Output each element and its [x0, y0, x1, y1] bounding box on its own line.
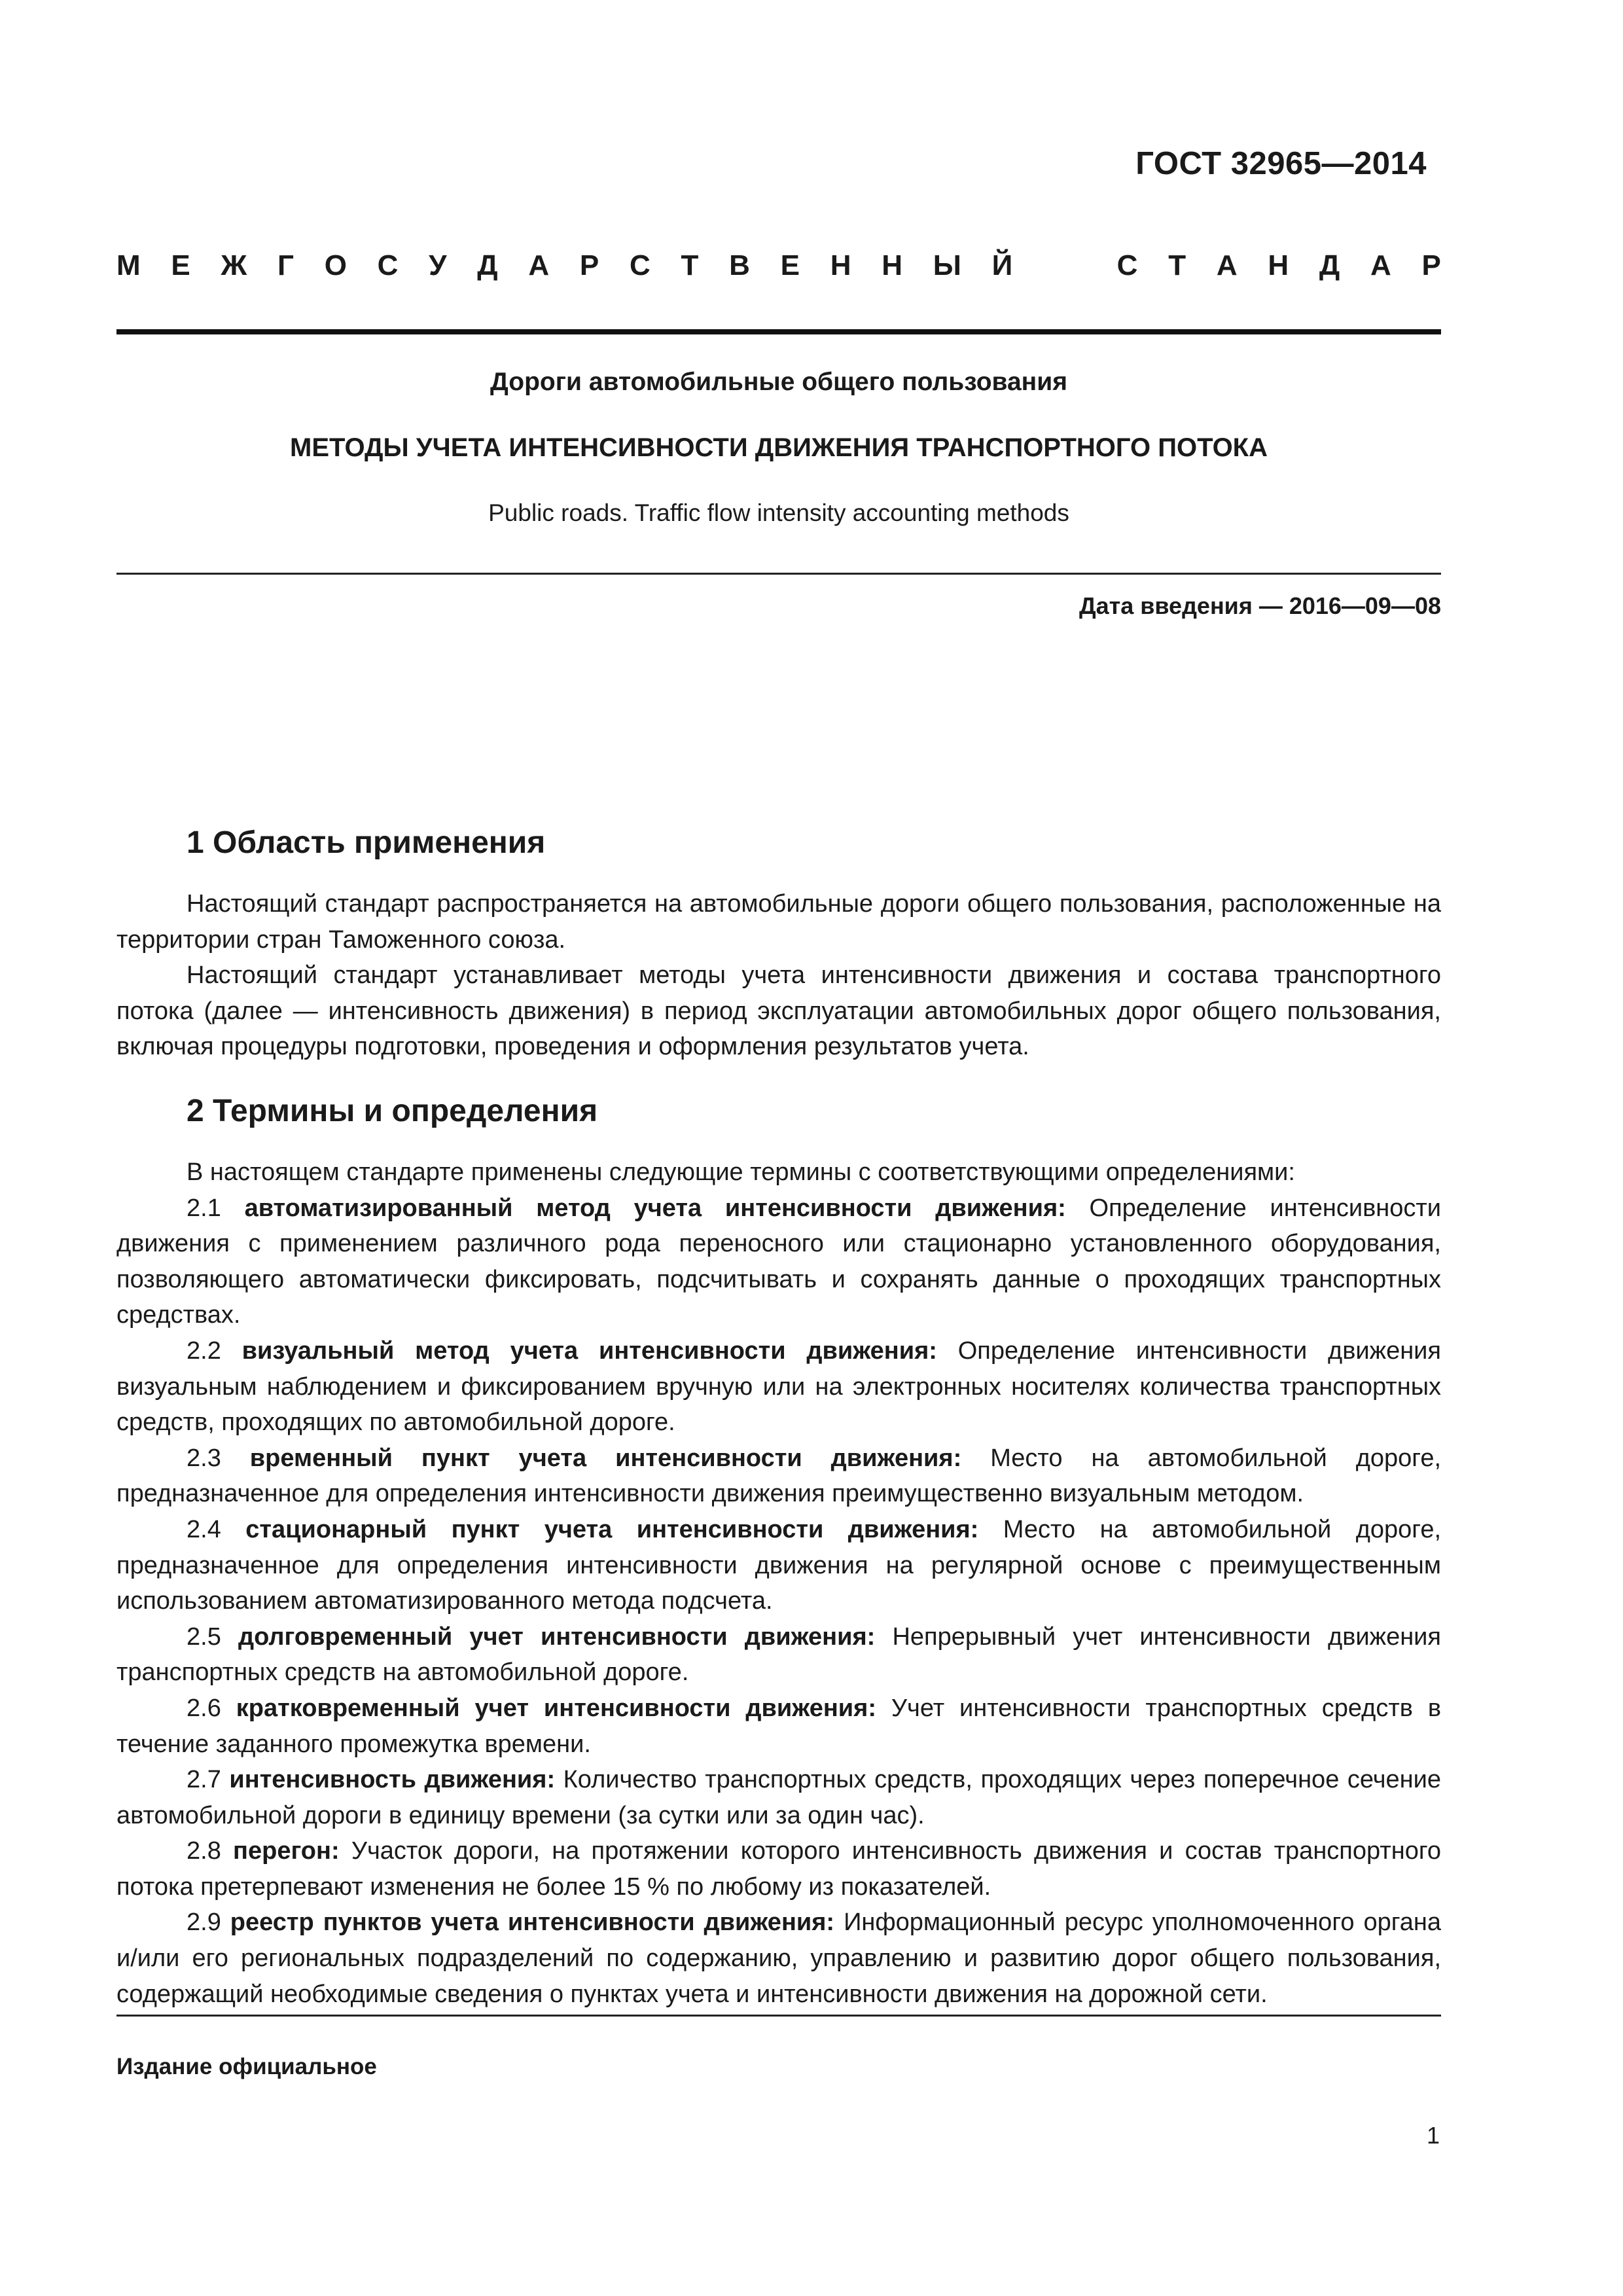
banner-letter: У: [429, 249, 447, 281]
banner-letter: Р: [1421, 249, 1441, 281]
official-edition-label: Издание официальное: [116, 2054, 377, 2079]
term-definition: Место на автомобильной дороге, предназначенное для определения интенсивности движения на регулярной основе с преимущественным использованием автоматизированного метода подсчета.: [116, 1515, 1442, 1615]
banner-letter: М: [116, 249, 141, 281]
term-number: 2.3: [187, 1444, 221, 1472]
banner-letter: А: [1370, 249, 1391, 281]
english-title: Public roads. Traffic flow intensity accounting methods: [488, 499, 1069, 526]
term-entry: [116, 1833, 1441, 1905]
term-definition: Определение интенсивности движения с применением различного рода переносного или стационарно установленного оборудования, позволяющего автоматически фиксировать, подсчитывать и сохранять данные о проходящих транспортных средствах.: [116, 1194, 1442, 1329]
paragraph: Настоящий стандарт устанавливает методы учета интенсивности движения и состава транспортного потока (далее — интенсивность движения) в период эксплуатации автомобильных дорог общего пользования, включая процедуры подготовки, проведения и оформления результатов учета.: [116, 961, 1441, 1061]
term-name: стационарный пункт учета интенсивности движения:: [245, 1515, 979, 1543]
standard-code: ГОСТ 32965—2014: [1135, 146, 1427, 181]
term-name: визуальный метод учета интенсивности движения:: [241, 1336, 937, 1365]
banner-letter: В: [729, 249, 750, 281]
term-entry: [116, 1441, 1441, 1512]
document-title: МЕТОДЫ УЧЕТА ИНТЕНСИВНОСТИ ДВИЖЕНИЯ ТРАНСПОРТНОГО ПОТОКА: [290, 433, 1268, 462]
term-number: 2.7: [187, 1766, 221, 1794]
banner-letter: А: [528, 249, 550, 281]
term-number: 2.6: [187, 1694, 221, 1722]
term-name: интенсивность движения:: [229, 1766, 556, 1794]
banner-letter: Г: [277, 249, 294, 281]
term-entry: [116, 1762, 1441, 1833]
title-divider: [116, 573, 1441, 575]
term-entry: [116, 1512, 1441, 1619]
banner-letter: Й: [991, 249, 1013, 281]
term-definition: Участок дороги, на протяжении которого интенсивность движения и состав транспортного потока претерпевают изменения не более 15 % по любому из показателей.: [116, 1837, 1441, 1901]
banner-letter: А: [1216, 249, 1238, 281]
banner-letter: Р: [579, 249, 599, 281]
banner-letter: Д: [1319, 249, 1340, 281]
term-number: 2.1: [187, 1194, 221, 1222]
term-name: перегон:: [233, 1837, 340, 1865]
banner-letter: Н: [882, 249, 903, 281]
term-definition: Информационный ресурс уполномоченного органа и/или его региональных подразделений по содержанию, управлению и развитию дорог общего пользования, содержащий необходимые сведения о пунктах учета и интенсивности движения на дорожной сети.: [116, 1909, 1441, 2008]
paragraph: В настоящем стандарте применены следующие термины с соответствующими определениями:: [187, 1158, 1295, 1186]
term-number: 2.5: [187, 1623, 221, 1651]
banner-letter: С: [1116, 249, 1138, 281]
term-entry: [116, 1619, 1441, 1691]
standard-kind-banner: [116, 246, 1441, 285]
term-number: 2.8: [187, 1837, 221, 1865]
page-number: 1: [1426, 2122, 1440, 2149]
banner-letter: Т: [1168, 249, 1186, 281]
banner-letter: Ж: [221, 249, 247, 281]
term-entry: [116, 1905, 1441, 2012]
banner-letter: С: [377, 249, 399, 281]
term-name: долговременный учет интенсивности движения:: [238, 1623, 876, 1651]
header-divider-thick: [116, 329, 1441, 334]
term-entry: [116, 1333, 1441, 1441]
footer-divider: [116, 2015, 1441, 2017]
banner-letter: Н: [1268, 249, 1289, 281]
introduction-date: Дата введения — 2016—09—08: [1079, 592, 1441, 619]
term-number: 2.2: [187, 1336, 221, 1365]
banner-letter: Е: [171, 249, 190, 281]
term-definition: Учет интенсивности транспортных средств в течение заданного промежутка времени.: [116, 1694, 1442, 1758]
banner-letter: Е: [780, 249, 800, 281]
banner-letter: Т: [681, 249, 699, 281]
section-2-body: [116, 1155, 1441, 2012]
section-1-heading: 1 Область применения: [187, 825, 546, 860]
term-name: временный пункт учета интенсивности движения:: [249, 1444, 962, 1472]
banner-letter: С: [629, 249, 651, 281]
banner-letter: Н: [830, 249, 851, 281]
term-definition: Место на автомобильной дороге, предназначенное для определения интенсивности движения преимущественно визуальным методом.: [116, 1444, 1442, 1508]
term-name: автоматизированный метод учета интенсивности движения:: [244, 1194, 1066, 1222]
term-number: 2.9: [187, 1909, 221, 1937]
term-definition: Непрерывный учет интенсивности движения транспортных средств на автомобильной дороге.: [116, 1623, 1441, 1687]
banner-letter: Ы: [933, 249, 961, 281]
banner-letter: О: [324, 249, 347, 281]
term-entry: [116, 1191, 1441, 1333]
document-subject: Дороги автомобильные общего пользования: [490, 368, 1067, 396]
paragraph: Настоящий стандарт распространяется на автомобильные дороги общего пользования, расположенные на территории стран Таможенного союза.: [116, 890, 1441, 954]
term-definition: Определение интенсивности движения визуальным наблюдением и фиксированием вручную или на электронных носителях количества транспортных средств, проходящих по автомобильной дороге.: [116, 1336, 1441, 1437]
term-name: кратковременный учет интенсивности движения:: [236, 1694, 876, 1722]
term-number: 2.4: [187, 1515, 221, 1543]
section-1-body: [116, 886, 1441, 1065]
section-2-heading: 2 Термины и определения: [187, 1094, 598, 1128]
term-definition: Количество транспортных средств, проходящих через поперечное сечение автомобильной дороги в единицу времени (за сутки или за один час).: [116, 1766, 1442, 1829]
term-entry: [116, 1691, 1441, 1762]
term-name: реестр пунктов учета интенсивности движения:: [230, 1909, 835, 1937]
banner-letter: Д: [477, 249, 498, 281]
